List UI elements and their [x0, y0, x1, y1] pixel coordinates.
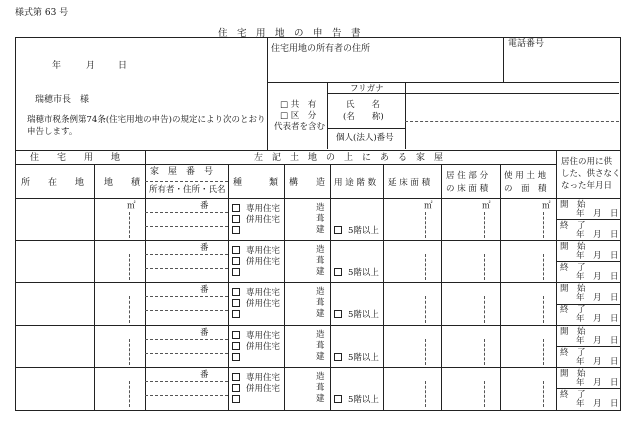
house-number-guide — [145, 381, 228, 382]
checkbox-square[interactable] — [232, 246, 240, 254]
structure-suffix: 葺 — [316, 382, 325, 393]
structure-suffix: 建 — [316, 351, 325, 362]
house-number-suffix: 番 — [200, 201, 209, 211]
floors-checkbox[interactable] — [334, 226, 379, 236]
house-type-checkbox[interactable] — [232, 395, 246, 405]
col-use-floors: 用 途 階 数 — [334, 178, 377, 188]
date-day: 日 — [118, 61, 128, 71]
occupied-end-label: 終 了 — [560, 305, 586, 316]
floors-label: 5階以上 — [348, 394, 379, 405]
house-owner-guide — [145, 353, 228, 354]
land-use-guide — [543, 254, 544, 280]
floor-area-guide — [425, 212, 426, 238]
checkbox-square[interactable] — [334, 310, 342, 318]
floors-checkbox[interactable] — [334, 268, 379, 278]
furigana-label: フリガナ — [350, 84, 384, 94]
checkbox-square[interactable] — [232, 215, 240, 223]
house-number-suffix: 番 — [200, 369, 209, 380]
col-type: 種 類 — [233, 178, 279, 188]
structure-suffix: 葺 — [316, 214, 325, 224]
group-house-on-land: 左 記 土 地 の 上 に あ る 家 屋 — [254, 153, 444, 163]
house-type-checkbox[interactable] — [232, 331, 280, 341]
checkbox-square[interactable] — [232, 257, 240, 265]
row-divider — [15, 367, 620, 368]
header-frame — [15, 37, 621, 151]
occupied-start-label: 開 始 — [560, 326, 586, 337]
date-month: 月 — [86, 61, 96, 71]
house-number-suffix: 番 — [200, 243, 209, 254]
row-divider — [15, 282, 620, 283]
land-area-guide — [129, 339, 130, 365]
occupied-start-label: 開 始 — [560, 368, 586, 379]
structure-suffix: 造 — [316, 245, 325, 256]
checkbox-square[interactable] — [232, 373, 240, 381]
land-use-guide — [543, 212, 544, 238]
checkbox-square[interactable] — [232, 384, 240, 392]
house-type-checkbox[interactable] — [232, 215, 280, 225]
land-use-guide — [543, 339, 544, 365]
checkbox-square[interactable] — [232, 331, 240, 339]
house-number-guide — [145, 339, 228, 340]
house-type-label: 併用住宅 — [246, 383, 281, 394]
occupied-date-label-1: 居住の用に供 — [561, 157, 613, 167]
house-type-label: 併用住宅 — [246, 257, 281, 268]
land-use-guide — [543, 296, 544, 322]
row-divider — [15, 325, 620, 326]
occupied-end-date: 年 月 日 — [576, 314, 619, 325]
name-label-alt: (名 称) — [343, 112, 384, 122]
checkbox-square[interactable] — [232, 342, 240, 350]
house-owner-guide — [145, 226, 228, 227]
checkbox-square[interactable] — [232, 395, 240, 403]
occupied-start-label: 開 始 — [560, 242, 586, 253]
floor-area-guide — [425, 339, 426, 365]
house-type-label: 併用住宅 — [246, 341, 281, 352]
checkbox-square[interactable] — [232, 268, 240, 276]
floors-label: 5階以上 — [348, 352, 379, 363]
floor-area-guide — [425, 254, 426, 280]
house-type-checkbox[interactable] — [232, 299, 280, 309]
col-owner-info: 所有者・住所・氏名 — [149, 185, 226, 195]
occupied-split — [556, 388, 620, 389]
structure-suffix: 建 — [316, 267, 325, 278]
land-use-area-unit: ㎡ — [542, 201, 551, 211]
floors-label: 5階以上 — [348, 226, 379, 236]
floor-area-unit: ㎡ — [424, 201, 433, 211]
co-ownership-checkbox[interactable]: □ 共 有 — [280, 100, 317, 110]
floors-label: 5階以上 — [348, 310, 379, 321]
occupied-start-date: 年 月 日 — [576, 335, 619, 346]
house-type-label: 専用住宅 — [246, 246, 281, 257]
house-type-checkbox[interactable] — [232, 257, 280, 267]
house-type-label: 併用住宅 — [246, 299, 281, 310]
house-owner-guide — [145, 268, 228, 269]
occupied-start-label: 開 始 — [560, 200, 586, 210]
land-area-unit: ㎡ — [127, 201, 136, 211]
floors-checkbox[interactable] — [334, 353, 379, 363]
col-land-use-area-1: 使 用 土 地 — [504, 171, 547, 181]
resid-area-guide — [484, 254, 485, 280]
checkbox-square[interactable] — [232, 310, 240, 318]
floor-area-guide — [425, 296, 426, 322]
col-structure: 構 造 — [289, 178, 326, 188]
checkbox-square[interactable] — [334, 226, 342, 234]
house-type-checkbox[interactable] — [232, 353, 246, 363]
house-type-checkbox[interactable] — [232, 373, 280, 383]
col-residential-area-2: の 床 面 積 — [446, 184, 489, 194]
house-type-checkbox[interactable] — [232, 204, 280, 214]
structure-suffix: 建 — [316, 225, 325, 235]
col-land-area: 地 積 — [104, 178, 141, 188]
occupied-split — [556, 346, 620, 347]
checkbox-square[interactable] — [232, 226, 240, 234]
structure-suffix: 葺 — [316, 256, 325, 267]
occupied-end-label: 終 了 — [560, 263, 586, 274]
name-label: 氏 名 — [346, 100, 381, 110]
occupied-end-date: 年 月 日 — [576, 356, 619, 367]
house-number-suffix: 番 — [200, 285, 209, 296]
house-type-checkbox[interactable] — [232, 310, 246, 320]
occupied-start-date: 年 月 日 — [576, 377, 619, 388]
house-number-guide — [145, 296, 228, 297]
checkbox-square[interactable] — [232, 353, 240, 361]
occupied-date-label-2: した、供さなく — [561, 169, 621, 179]
house-type-label: 専用住宅 — [246, 288, 281, 299]
house-type-label: 専用住宅 — [246, 204, 281, 214]
structure-suffix: 建 — [316, 393, 325, 404]
occupied-end-date: 年 月 日 — [576, 272, 619, 283]
house-type-checkbox[interactable] — [232, 226, 246, 236]
floors-checkbox[interactable] — [334, 395, 379, 405]
checkbox-square[interactable] — [334, 395, 342, 403]
col-floor-area: 延 床 面 積 — [388, 178, 431, 188]
occupied-end-date: 年 月 日 — [576, 230, 619, 240]
floor-area-guide — [425, 381, 426, 407]
row-divider — [15, 240, 620, 241]
house-owner-guide — [145, 310, 228, 311]
division-checkbox[interactable]: □ 区 分 — [280, 111, 317, 121]
house-number-suffix: 番 — [200, 327, 209, 338]
occupied-start-date: 年 月 日 — [576, 251, 619, 262]
checkbox-square[interactable] — [232, 299, 240, 307]
resid-area-guide — [484, 296, 485, 322]
land-area-guide — [129, 212, 130, 238]
structure-suffix: 造 — [316, 329, 325, 340]
col-land-use-area-2: の 面 積 — [504, 184, 547, 194]
checkbox-square[interactable] — [232, 204, 240, 212]
structure-suffix: 造 — [316, 287, 325, 298]
resid-area-guide — [484, 339, 485, 365]
land-use-guide — [543, 381, 544, 407]
structure-suffix: 葺 — [316, 298, 325, 309]
floors-checkbox[interactable] — [334, 310, 379, 320]
house-type-checkbox[interactable] — [232, 288, 280, 298]
floors-label: 5階以上 — [348, 268, 379, 279]
structure-suffix: 建 — [316, 309, 325, 320]
group-residential-land: 住 宅 用 地 — [30, 153, 121, 163]
house-owner-guide — [145, 395, 228, 396]
individual-number-label: 個人(法人)番号 — [336, 133, 394, 143]
occupied-date-label-3: なった年月日 — [561, 181, 613, 191]
col-location: 所 在 地 — [21, 178, 85, 188]
statement-line-1: 瑞穂市税条例第74条(住宅用地の申告)の規定により次のとおり — [27, 115, 266, 125]
land-area-guide — [129, 296, 130, 322]
checkbox-square[interactable] — [334, 353, 342, 361]
occupied-start-date: 年 月 日 — [576, 209, 619, 219]
statement-line-2: 申告します。 — [27, 127, 78, 137]
col-residential-area-1: 居 住 部 分 — [446, 171, 489, 181]
occupied-start-date: 年 月 日 — [576, 293, 619, 304]
house-type-label: 専用住宅 — [246, 372, 281, 383]
house-type-label: 専用住宅 — [246, 330, 281, 341]
house-type-checkbox[interactable] — [232, 246, 280, 256]
checkbox-square[interactable] — [232, 288, 240, 296]
occupied-split — [556, 219, 620, 220]
occupied-start-label: 開 始 — [560, 284, 586, 295]
land-area-guide — [129, 381, 130, 407]
occupied-end-label: 終 了 — [560, 221, 586, 231]
representative-note: 代表者を含む — [274, 122, 326, 132]
resid-area-guide — [484, 381, 485, 407]
occupied-end-label: 終 了 — [560, 389, 586, 400]
house-type-checkbox[interactable] — [232, 384, 280, 394]
house-type-checkbox[interactable] — [232, 268, 246, 278]
date-year: 年 — [52, 61, 62, 71]
col-house-number: 家 屋 番 号 — [150, 167, 214, 177]
house-type-label: 併用住宅 — [246, 215, 281, 225]
structure-suffix: 造 — [316, 203, 325, 213]
addressee: 瑞穂市長 様 — [35, 95, 90, 105]
resid-area-guide — [484, 212, 485, 238]
occupied-end-label: 終 了 — [560, 347, 586, 358]
page-title: 住 宅 用 地 の 申 告 書 — [218, 28, 361, 39]
land-area-guide — [129, 254, 130, 280]
house-number-guide — [145, 212, 228, 213]
form-number: 様式第 63 号 — [15, 8, 69, 18]
structure-suffix: 造 — [316, 371, 325, 382]
checkbox-square[interactable] — [334, 268, 342, 276]
house-type-checkbox[interactable] — [232, 342, 280, 352]
house-number-guide — [145, 254, 228, 255]
occupied-end-date: 年 月 日 — [576, 398, 619, 409]
structure-suffix: 葺 — [316, 340, 325, 351]
phone-label: 電話番号 — [508, 39, 545, 49]
resid-area-unit: ㎡ — [482, 201, 491, 211]
owner-address-label: 住宅用地の所有者の住所 — [271, 44, 371, 54]
